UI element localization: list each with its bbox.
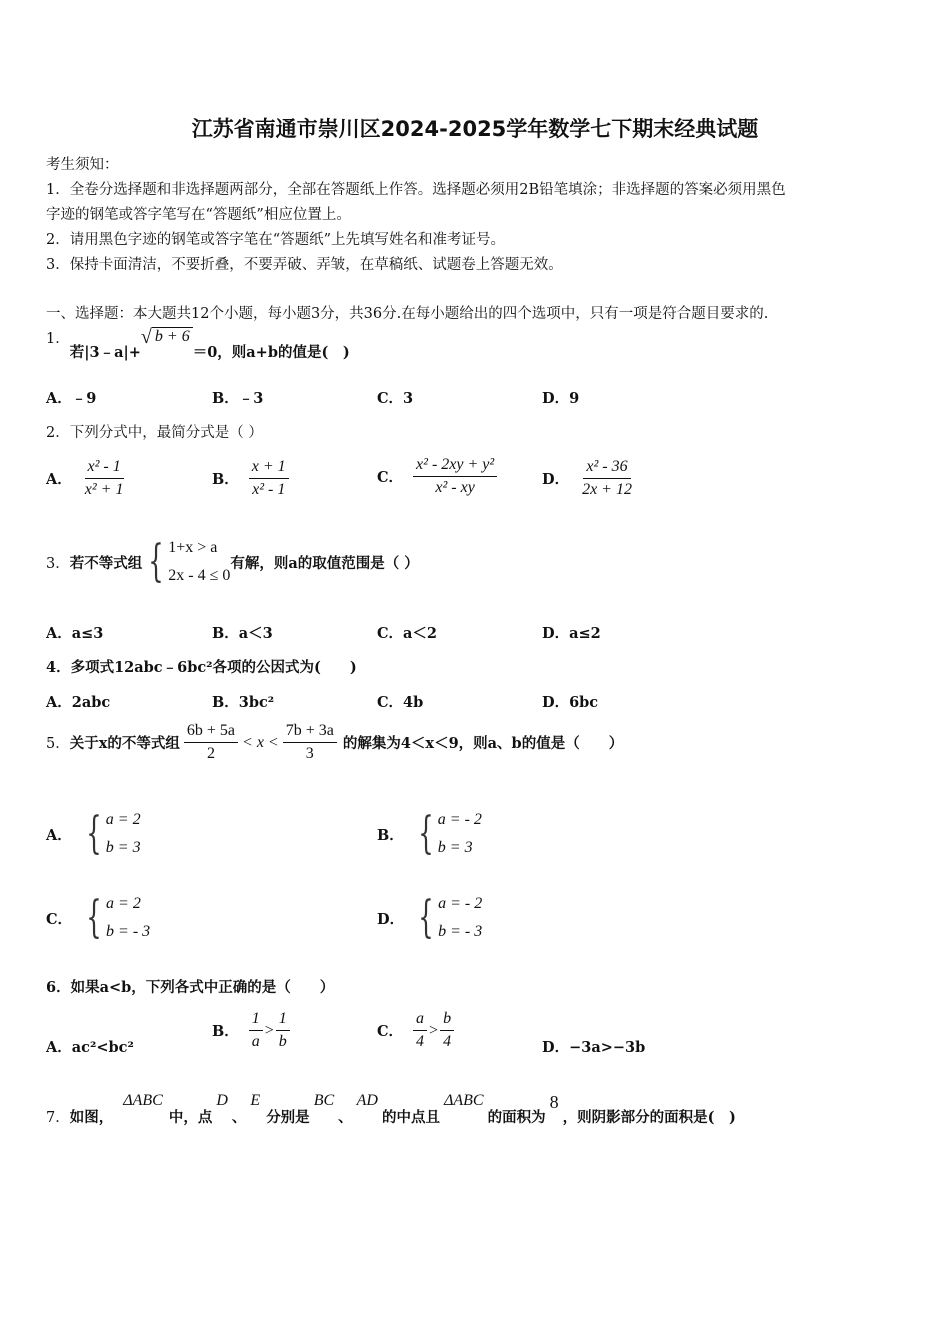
q7-sep-2: 、	[338, 1109, 353, 1126]
q7-text-2: 中，点	[168, 1109, 213, 1126]
q6-c-gt: >	[429, 1021, 439, 1039]
q5-option-d[interactable]	[377, 890, 482, 946]
q1-suffix: ＝0，则a+b的值是( )	[192, 344, 350, 361]
q5-c-row-2: b = - 3	[106, 923, 151, 940]
q2-a-fraction	[82, 458, 127, 499]
q3-prefix: 若不等式组	[69, 554, 143, 572]
question-3	[46, 534, 419, 590]
question-2: 2．下列分式中，最简分式是（ ）	[46, 425, 263, 441]
q5-b-row-1: a = - 2	[437, 811, 482, 828]
q7-segment-bc: BC	[313, 1092, 335, 1109]
q2-b-numerator: x + 1	[249, 458, 289, 479]
q7-text-4: 的中点且	[381, 1109, 440, 1126]
q7-number: 7．	[46, 1110, 70, 1126]
q2-a-denominator: x² + 1	[84, 481, 124, 498]
page-title: 江苏省南通市崇川区2024-2025学年数学七下期末经典试题	[191, 117, 759, 141]
q6-c-f2-denominator: 4	[443, 1033, 452, 1050]
q5-label-d: D．	[377, 910, 405, 928]
q5-d-row-2: b = - 3	[438, 923, 483, 940]
q5-option-c[interactable]	[46, 890, 150, 946]
q5-b-system: { a = - 2 b = 3	[412, 806, 482, 862]
q5-f1-denominator: 2	[206, 745, 215, 762]
q2-label-a: A．	[46, 471, 72, 488]
q4-option-c[interactable]: C．4b	[377, 694, 424, 711]
q6-b-f2-denominator: b	[278, 1033, 287, 1050]
q5-fraction-1	[184, 722, 238, 763]
notice-item-3: 3．保持卡面清洁，不要折叠，不要弄破、弄皱，在草稿纸、试题卷上答题无效。	[46, 257, 563, 273]
q6-option-a[interactable]: A．ac²<bc²	[46, 1039, 134, 1056]
q7-point-d: D	[216, 1092, 228, 1109]
q3-number: 3．	[46, 555, 70, 572]
q6-label-c: C．	[377, 1023, 404, 1040]
q7-area-value: 8	[549, 1092, 559, 1112]
q3-suffix: 有解，则a的取值范围是（ ）	[230, 554, 419, 572]
q1-number: 1．	[46, 331, 70, 347]
section-heading: 一、选择题：本大题共12个小题，每小题3分，共36分.在每小题给出的四个选项中，只有一项是符合题目要求的.	[46, 306, 769, 322]
q7-text-6: ，则阴影部分的面积是( )	[562, 1109, 736, 1126]
q5-b-row-2: b = 3	[437, 839, 473, 856]
question-6: 6．如果a<b，下列各式中正确的是（ ）	[46, 979, 335, 996]
q6-label-b: B．	[212, 1023, 239, 1040]
q6-option-b[interactable]	[212, 1010, 290, 1051]
q5-option-b[interactable]	[377, 806, 482, 862]
q2-c-numerator: x² - 2xy + y²	[413, 456, 497, 477]
q3-row-2: 2x - 4 ≤ 0	[168, 567, 231, 584]
q5-inequality: < x <	[242, 733, 279, 751]
q1-sqrt: √ b + 6	[141, 327, 193, 347]
q3-option-b[interactable]: B．a＜3	[212, 625, 273, 642]
q4-option-d[interactable]: D．6bc	[542, 694, 599, 711]
q7-triangle-2: ΔABC	[443, 1092, 484, 1109]
q7-text-3: 分别是	[266, 1109, 310, 1126]
q3-option-a[interactable]: A．a≤3	[46, 625, 104, 642]
q5-a-system: { a = 2 b = 3	[80, 806, 141, 862]
q5-label-c: C．	[46, 910, 73, 928]
q5-d-row-1: a = - 2	[438, 895, 483, 912]
q5-label-a: A．	[46, 826, 72, 844]
q7-text-1: 如图，	[69, 1109, 114, 1126]
q6-option-d[interactable]: D．−3a>−3b	[542, 1039, 646, 1056]
q2-option-c[interactable]	[377, 456, 497, 497]
q2-c-denominator: x² - xy	[435, 479, 475, 496]
notice-item-2: 2．请用黑色字迹的钢笔或答字笔在“答题纸”上先填写姓名和准考证号。	[46, 232, 506, 248]
q5-fraction-2	[283, 722, 337, 763]
q7-triangle-1: ΔABC	[123, 1092, 163, 1109]
q5-f1-numerator: 6b + 5a	[184, 722, 238, 743]
q1-option-b[interactable]: B．﹣3	[212, 390, 264, 407]
q6-c-fraction-1	[413, 1010, 427, 1051]
q1-prefix: 若|3﹣a|+	[69, 344, 141, 361]
q5-option-a[interactable]	[46, 806, 141, 862]
q6-c-f2-numerator: b	[440, 1010, 454, 1031]
q6-c-f1-denominator: 4	[416, 1033, 425, 1050]
q6-b-f2-numerator: 1	[276, 1010, 290, 1031]
notice-item-1a: 1．全卷分选择题和非选择题两部分，全部在答题纸上作答。选择题必须用2B铅笔填涂；非选择题的答案必须用黑色	[46, 182, 786, 198]
q6-option-c[interactable]	[377, 1010, 454, 1051]
q7-text-5: 的面积为	[487, 1109, 546, 1126]
q6-b-fraction-1	[249, 1010, 263, 1051]
q6-b-fraction-2	[276, 1010, 290, 1051]
q2-label-c: C．	[377, 469, 404, 486]
question-1	[46, 327, 350, 362]
q3-option-c[interactable]: C．a＜2	[377, 625, 438, 642]
q2-a-numerator: x² - 1	[85, 458, 124, 479]
notice-heading: 考生须知：	[46, 157, 119, 173]
q2-d-fraction	[579, 458, 635, 499]
question-5	[46, 722, 623, 763]
q3-system: { 1+x > a 2x - 4 ≤ 0	[142, 534, 230, 590]
q3-option-d[interactable]: D．a≤2	[542, 625, 601, 642]
q6-b-gt: >	[264, 1021, 274, 1039]
q1-option-a[interactable]: A．﹣9	[46, 390, 97, 407]
q6-b-f1-numerator: 1	[249, 1010, 263, 1031]
q5-c-row-1: a = 2	[106, 895, 141, 912]
q2-b-denominator: x² - 1	[252, 481, 286, 498]
q2-c-fraction	[413, 456, 497, 497]
q5-f2-denominator: 3	[305, 745, 314, 762]
q2-label-d: D．	[542, 471, 570, 488]
q5-number: 5．	[46, 736, 70, 752]
q1-option-d[interactable]: D．9	[542, 390, 580, 407]
q5-c-system: { a = 2 b = - 3	[80, 890, 150, 946]
q2-d-numerator: x² - 36	[583, 458, 630, 479]
q7-point-e: E	[250, 1092, 261, 1109]
q6-c-f1-numerator: a	[413, 1010, 427, 1031]
q6-c-fraction-2	[440, 1010, 454, 1051]
q5-label-b: B．	[377, 826, 404, 844]
question-7	[46, 1092, 736, 1127]
q5-prefix: 关于x的不等式组	[69, 735, 180, 752]
q5-d-system: { a = - 2 b = - 3	[412, 890, 482, 946]
q2-option-a[interactable]	[46, 458, 126, 499]
q4-option-a[interactable]: A．2abc	[46, 694, 111, 711]
q4-option-b[interactable]: B．3bc²	[212, 694, 275, 711]
q5-suffix: 的解集为4＜x＜9，则a、b的值是（ ）	[342, 735, 624, 752]
q6-b-f1-denominator: a	[251, 1033, 260, 1050]
q7-sep-1: 、	[231, 1109, 247, 1126]
q2-label-b: B．	[212, 471, 239, 488]
q1-radicand: b + 6	[152, 327, 193, 346]
q2-option-d[interactable]	[542, 458, 635, 499]
q5-f2-numerator: 7b + 3a	[283, 722, 337, 743]
q2-b-fraction	[249, 458, 289, 499]
q3-row-1: 1+x > a	[168, 539, 218, 556]
q1-option-c[interactable]: C．3	[377, 390, 414, 407]
question-4: 4．多项式12abc﹣6bc²各项的公因式为( )	[46, 659, 357, 676]
q2-d-denominator: 2x + 12	[582, 481, 632, 498]
q5-a-row-1: a = 2	[105, 811, 141, 828]
q7-segment-ad: AD	[356, 1092, 378, 1109]
notice-item-1b: 字迹的钢笔或答字笔写在“答题纸”相应位置上。	[46, 207, 351, 223]
q2-option-b[interactable]	[212, 458, 289, 499]
q5-a-row-2: b = 3	[105, 839, 141, 856]
